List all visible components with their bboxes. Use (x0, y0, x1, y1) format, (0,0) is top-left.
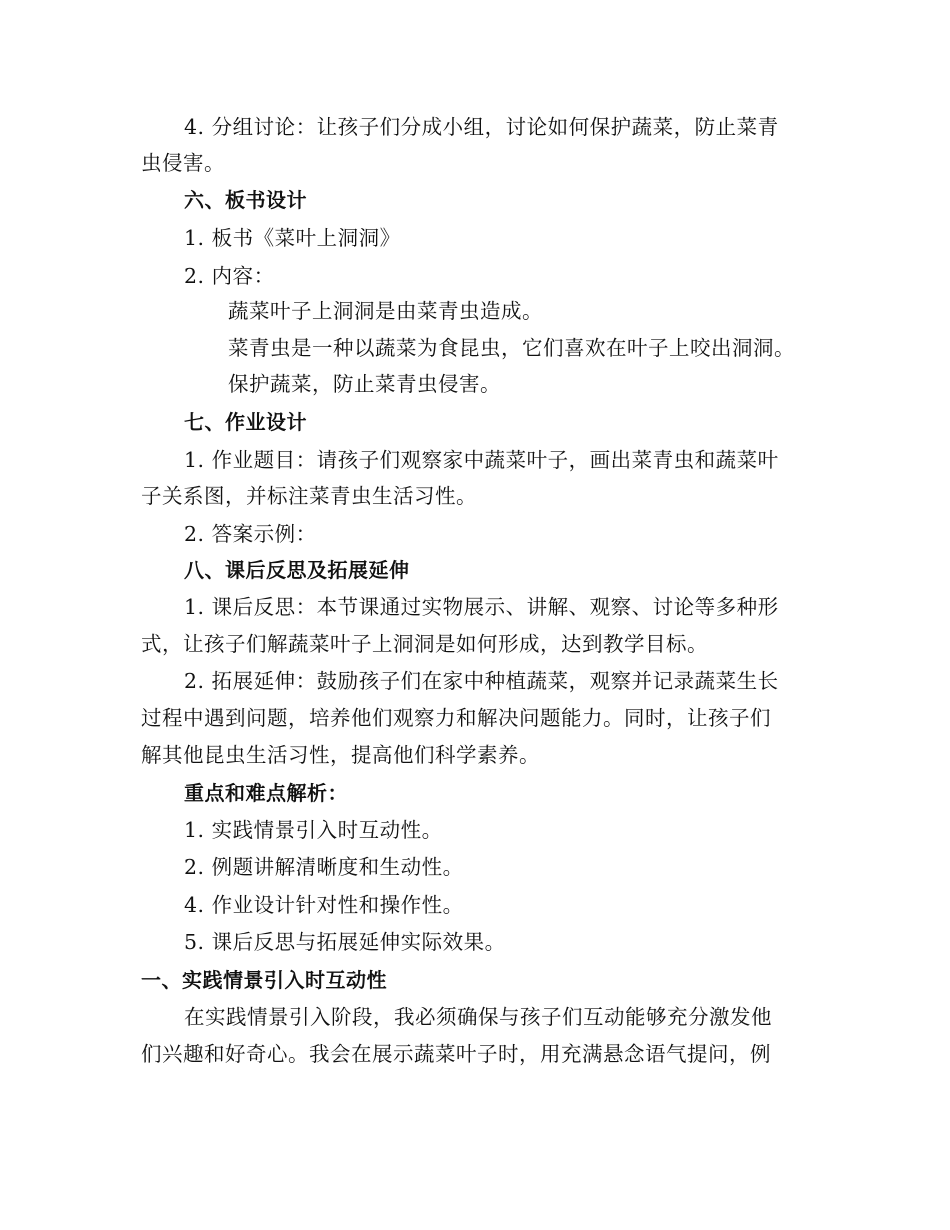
reflection-item-2-line3: 解其他昆虫生活习性，提高他们科学素养。 (141, 743, 540, 767)
board-content-2: 菜青虫是一种以蔬菜为食昆虫，它们喜欢在叶子上咬出洞洞。 (228, 336, 795, 360)
board-item-2: 2. 内容： (184, 264, 275, 288)
section-heading-7: 七、作业设计 (184, 410, 307, 434)
board-item-1: 1. 板书《菜叶上洞洞》 (184, 226, 401, 250)
section-heading-6: 六、板书设计 (184, 188, 307, 212)
list-item-4-line2: 虫侵害。 (141, 151, 225, 175)
paragraph-1-line2: 们兴趣和好奇心。我会在展示蔬菜叶子时，用充满悬念语气提问，例 (141, 1042, 771, 1066)
reflection-item-1-line1: 1. 课后反思：本节课通过实物展示、讲解、观察、讨论等多种形 (184, 595, 779, 619)
board-content-1: 蔬菜叶子上洞洞是由菜青虫造成。 (228, 299, 543, 323)
reflection-item-2-line1: 2. 拓展延伸：鼓励孩子们在家中种植蔬菜，观察并记录蔬菜生长 (184, 669, 779, 693)
homework-item-2: 2. 答案示例： (184, 522, 317, 546)
key-point-5: 5. 课后反思与拓展延伸实际效果。 (184, 930, 506, 954)
reflection-item-1-line2: 式，让孩子们解蔬菜叶子上洞洞是如何形成，达到教学目标。 (141, 632, 708, 656)
section-heading-1: 一、实践情景引入时互动性 (141, 968, 387, 992)
paragraph-1-line1: 在实践情景引入阶段，我必须确保与孩子们互动能够充分激发他 (184, 1005, 772, 1029)
homework-item-1-line2: 子关系图，并标注菜青虫生活习性。 (141, 484, 477, 508)
board-content-3: 保护蔬菜，防止菜青虫侵害。 (228, 372, 501, 396)
key-point-4: 4. 作业设计针对性和操作性。 (184, 893, 464, 917)
section-heading-8: 八、课后反思及拓展延伸 (184, 558, 410, 582)
key-point-2: 2. 例题讲解清晰度和生动性。 (184, 855, 464, 879)
key-point-1: 1. 实践情景引入时互动性。 (184, 818, 443, 842)
homework-item-1-line1: 1. 作业题目：请孩子们观察家中蔬菜叶子，画出菜青虫和蔬菜叶 (184, 448, 779, 472)
list-item-4-line1: 4. 分组讨论：让孩子们分成小组，讨论如何保护蔬菜，防止菜青 (184, 115, 779, 139)
reflection-item-2-line2: 过程中遇到问题，培养他们观察力和解决问题能力。同时，让孩子们 (141, 706, 771, 730)
key-points-heading: 重点和难点解析： (184, 781, 348, 805)
